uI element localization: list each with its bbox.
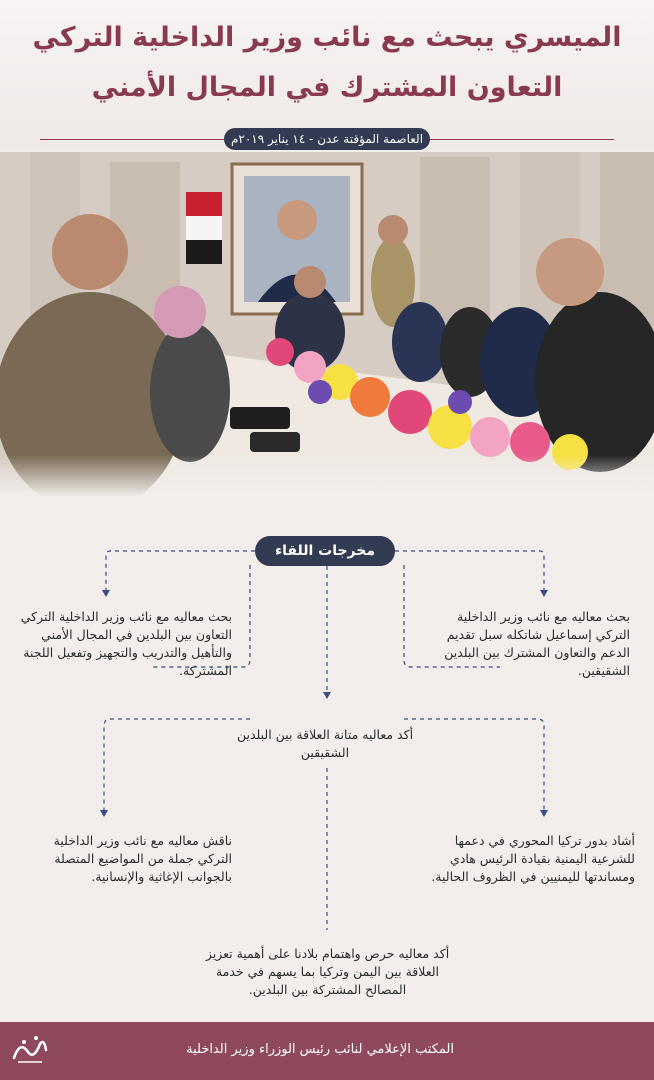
outcome-right-mid: أشاد بدور تركيا المحوري في دعمها للشرعية اليمنية بقيادة الرئيس هادي ومساندتها لليمنيين في الظروف الحالية. xyxy=(431,833,635,884)
calligraphy-logo-icon xyxy=(10,1030,50,1070)
footer-text: المكتب الإعلامي لنائب رئيس الوزراء وزير الداخلية xyxy=(186,1042,454,1057)
date-badge: العاصمة المؤقتة عدن - ١٤ يناير ٢٠١٩م xyxy=(224,128,430,150)
outcome-left-top: بحث معاليه مع نائب وزير الداخلية التركي التعاون بين البلدين في المجال الأمني والتأهيل والتدريب والتجهيز وتفعيل اللجنة المشتركة. xyxy=(20,609,232,678)
outcome-bottom: أكد معاليه حرص واهتمام بلادنا على أهمية تعزيز العلاقة بين اليمن وتركيا بما يسهم في خدمة المصالح المشتركة بين البلدين. xyxy=(205,946,450,997)
outcome-center: أكد معاليه متانة العلاقة بين البلدين الشقيقين xyxy=(236,727,414,760)
title-line-1: الميسري يبحث مع نائب وزير الداخلية التركي xyxy=(32,22,622,53)
section-heading: مخرجات اللقاء xyxy=(255,536,395,566)
title-line-2: التعاون المشترك في المجال الأمني xyxy=(91,72,563,103)
outcome-left-mid: ناقش معاليه مع نائب وزير الداخلية التركي جملة من المواضيع المتصلة بالجوانب الإغاثية والإنسانية. xyxy=(53,833,232,884)
outcome-right-top: بحث معاليه مع نائب وزير الداخلية التركي إسماعيل شاتكله سبل تقديم الدعم والتعاون المشترك بين البلدين الشقيقين. xyxy=(444,609,630,678)
footer xyxy=(0,1022,654,1080)
